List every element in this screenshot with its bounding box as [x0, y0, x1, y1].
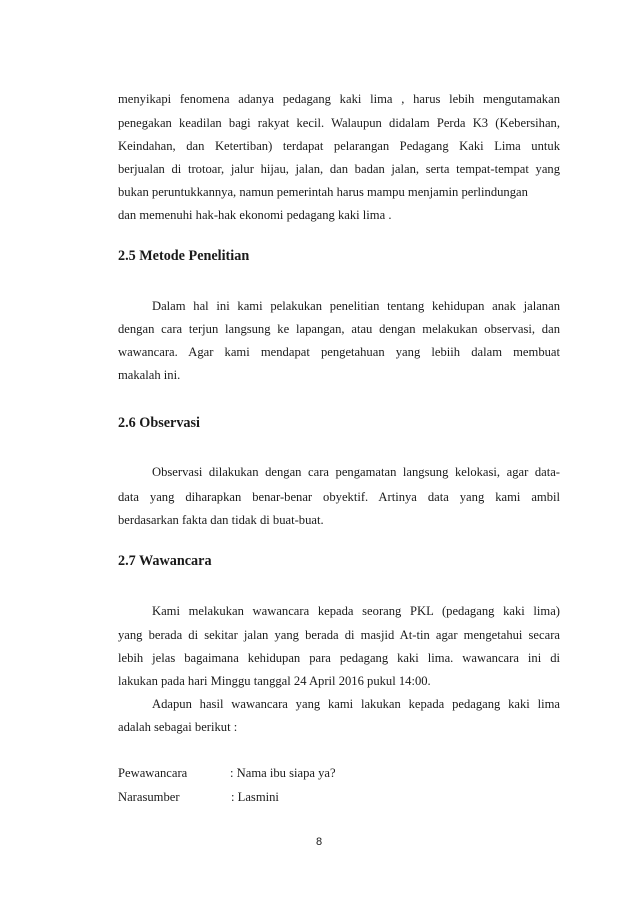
metode-line: wawancara. Agar kami mendapat pengetahuan yang lebiih dalam membuat — [118, 345, 560, 359]
wawancara-line: adalah sebagai berikut : — [118, 720, 238, 734]
wawancara-line: Adapun hasil wawancara yang kami lakukan kepada pedagang kaki lima — [152, 697, 560, 711]
dialog-text: : Nama ibu siapa ya? — [230, 766, 336, 780]
intro-line: menyikapi fenomena adanya pedagang kaki lima , harus lebih mengutamakan — [118, 92, 560, 106]
wawancara-line: yang berada di sekitar jalan yang berada di masjid At-tin agar mengetahui secara — [118, 628, 560, 642]
dialog-row — [118, 790, 279, 805]
metode-line: dengan cara terjun langsung ke lapangan, atau dengan melakukan observasi, dan — [118, 322, 560, 336]
observasi-line: berdasarkan fakta dan tidak di buat-buat. — [118, 513, 324, 527]
section-heading-wawancara: 2.7 Wawancara — [118, 553, 212, 569]
observasi-line: data yang diharapkan benar-benar obyektif. Artinya data yang kami ambil — [118, 490, 560, 504]
dialog-row — [118, 766, 336, 781]
metode-line: makalah ini. — [118, 368, 181, 382]
wawancara-line: lebih jelas bagaimana kehidupan para pedagang kaki lima. wawancara ini di — [118, 651, 560, 665]
dialog-speaker: Narasumber — [118, 790, 180, 804]
wawancara-line: lakukan pada hari Minggu tanggal 24 April 2016 pukul 14:00. — [118, 674, 431, 688]
section-heading-observasi: 2.6 Observasi — [118, 415, 200, 431]
page-number: 8 — [315, 836, 323, 848]
dialog-text: : Lasmini — [231, 790, 279, 804]
intro-line: penegakan keadilan bagi rakyat kecil. Walaupun didalam Perda K3 (Kebersihan, — [118, 116, 560, 130]
section-heading-metode: 2.5 Metode Penelitian — [118, 248, 250, 264]
intro-line: berjualan di trotoar, jalur hijau, jalan, dan badan jalan, serta tempat-tempat yang — [118, 162, 560, 176]
intro-line: Keindahan, dan Ketertiban) terdapat pelarangan Pedagang Kaki Lima untuk — [118, 139, 560, 153]
metode-line: Dalam hal ini kami pelakukan penelitian tentang kehidupan anak jalanan — [152, 299, 560, 313]
intro-line: dan memenuhi hak-hak ekonomi pedagang kaki lima . — [118, 208, 392, 222]
dialog-speaker: Pewawancara — [118, 766, 188, 780]
intro-line: bukan peruntukkannya, namun pemerintah harus mampu menjamin perlindungan — [118, 185, 528, 199]
observasi-line: Observasi dilakukan dengan cara pengamatan langsung kelokasi, agar data- — [152, 465, 560, 479]
wawancara-line: Kami melakukan wawancara kepada seorang PKL (pedagang kaki lima) — [152, 604, 560, 618]
